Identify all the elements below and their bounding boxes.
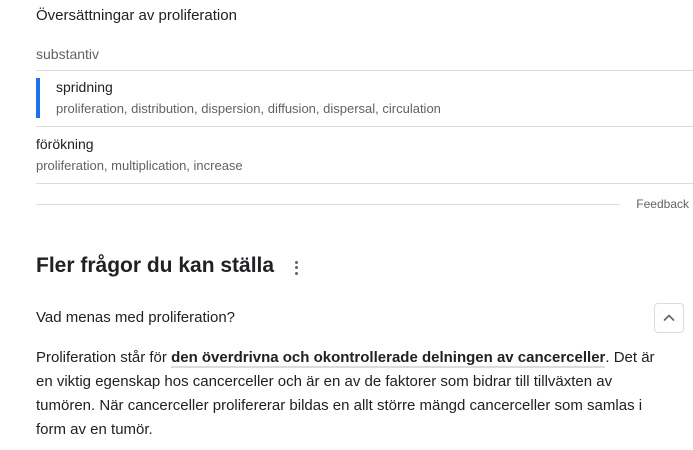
translation-sense <box>36 135 685 175</box>
more-options-icon[interactable] <box>286 257 306 279</box>
divider <box>36 70 693 71</box>
answer-emphasis: den överdrivna och okontrollerade delningen av cancerceller <box>171 349 606 366</box>
people-also-ask-title: Fler frågor du kan ställa <box>36 254 275 277</box>
translation-term: spridning <box>56 79 113 95</box>
chevron-up-icon <box>662 311 676 325</box>
translation-synonyms: proliferation, multiplication, increase <box>36 158 243 173</box>
divider <box>36 183 693 184</box>
translation-term: förökning <box>36 136 94 152</box>
translations-heading: Översättningar av proliferation <box>36 7 237 24</box>
answer-lead: Proliferation står för <box>36 349 172 366</box>
scroll-to-top-button[interactable] <box>654 303 684 333</box>
part-of-speech-label: substantiv <box>36 46 100 62</box>
paa-answer <box>36 346 674 442</box>
people-also-ask-header <box>36 252 306 280</box>
paa-question[interactable]: Vad menas med proliferation? <box>36 309 235 326</box>
divider <box>36 204 620 205</box>
divider <box>36 126 693 127</box>
translation-synonyms: proliferation, distribution, dispersion, diffusion, dispersal, circulation <box>56 101 441 116</box>
feedback-link[interactable]: Feedback <box>636 197 689 211</box>
answer-rest: . Det är en viktig egenskap hos cancerceller och är en av de faktorer som bidrar till tillväxten av tumören. När cancerceller prolifererar bildas en allt större mängd cancerceller som samlas i form av en tumör. <box>36 349 655 438</box>
translation-sense <box>36 78 685 118</box>
